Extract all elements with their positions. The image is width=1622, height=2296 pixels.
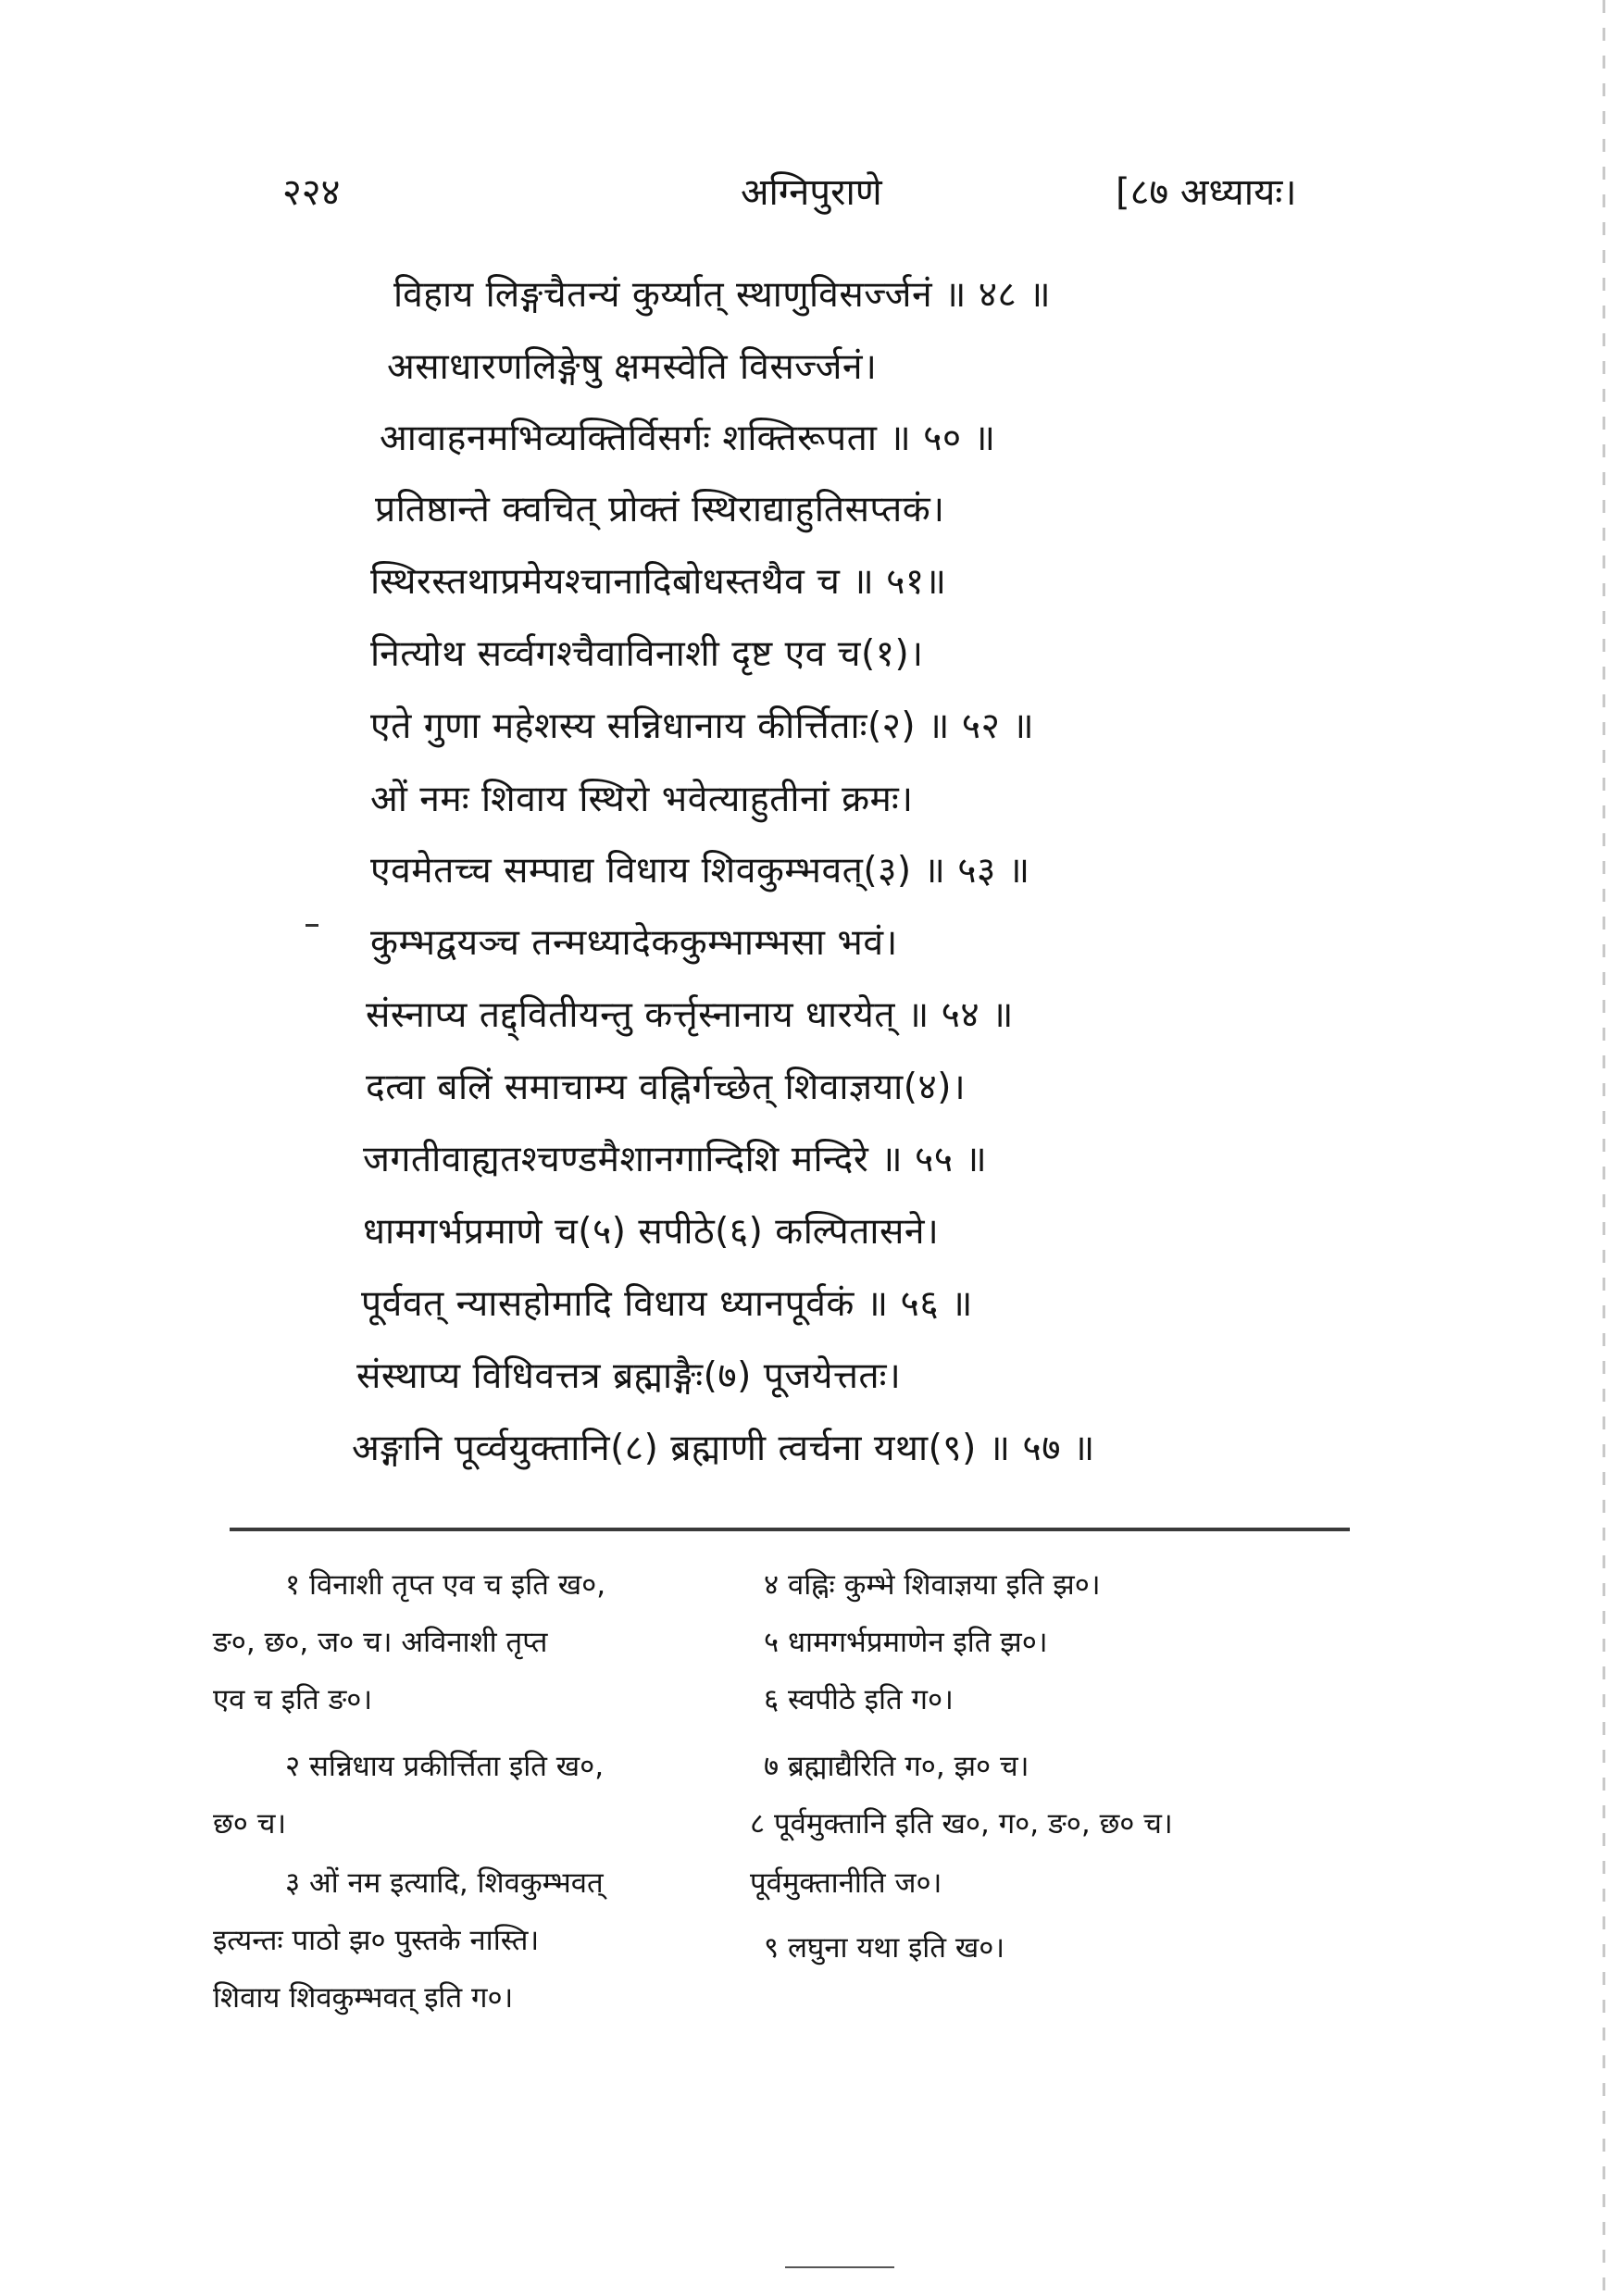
verse-line: विहाय लिङ्गचैतन्यं कुर्य्यात् स्थाणुविसर्ज्जनं ॥ ४८ ॥ bbox=[393, 274, 1052, 316]
verse-line: एवमेतच्च सम्पाद्य विधाय शिवकुम्भवत्(३) ॥ ५३ ॥ bbox=[370, 850, 1030, 892]
running-title: अग्निपुराणे bbox=[741, 171, 882, 214]
page-header bbox=[0, 165, 1622, 220]
verse-line: स्थिरस्तथाप्रमेयश्चानादिबोधस्तथैव च ॥ ५१॥ bbox=[370, 561, 947, 603]
footnote-divider bbox=[230, 1528, 1350, 1531]
verse-line: नित्योथ सर्व्वगश्चैवाविनाशी दृष्ट एव च(१)। bbox=[370, 633, 924, 675]
verse-line: जगतीवाह्यतश्चण्डमैशानगान्दिशि मन्दिरे ॥ ५५ ॥ bbox=[363, 1139, 988, 1180]
verse-line: ओं नमः शिवाय स्थिरो भवेत्याहुतीनां क्रमः। bbox=[370, 779, 914, 820]
footnote-line: ५ धामगर्भप्रमाणेन इति झ०। bbox=[764, 1626, 1048, 1659]
footnote-line: इत्यन्तः पाठो झ० पुस्तके नास्ति। bbox=[213, 1924, 540, 1957]
footnote-line: ४ वह्निः कुम्भे शिवाज्ञया इति झ०। bbox=[764, 1568, 1101, 1602]
verse-line: असाधारणलिङ्गेषु क्षमस्वेति विसर्ज्जनं। bbox=[387, 346, 878, 388]
verse-line: संस्थाप्य विधिवत्तत्र ब्रह्माङ्गैः(७) पूजयेत्ततः। bbox=[356, 1355, 902, 1397]
footnote-line: पूर्वमुक्तानीति ज०। bbox=[750, 1866, 942, 1900]
footnote-line: ९ लघुना यथा इति ख०। bbox=[764, 1931, 1005, 1965]
verse-line: धामगर्भप्रमाणे च(५) सपीठे(६) कल्पितासने। bbox=[363, 1211, 940, 1253]
verse-line: पूर्ववत् न्यासहोमादि विधाय ध्यानपूर्वकं ॥ ५६ ॥ bbox=[361, 1283, 973, 1325]
verse-line: प्रतिष्ठान्ते क्वचित् प्रोक्तं स्थिराद्याहुतिसप्तकं। bbox=[375, 489, 945, 530]
footnote-line: २ सन्निधाय प्रकीर्त्तिता इति ख०, bbox=[285, 1750, 605, 1783]
verse-line: दत्वा बलिं समाचाम्य वह्निर्गच्छेत् शिवाज्ञया(४)। bbox=[366, 1067, 967, 1108]
verse-line: संस्नाप्य तद्द्वितीयन्तु कर्त्तृस्नानाय धारयेत् ॥ ५४ ॥ bbox=[366, 994, 1014, 1036]
margin-mark bbox=[306, 924, 318, 927]
page-number: २२४ bbox=[282, 171, 341, 214]
footnote-line: १ विनाशी तृप्त एव च इति ख०, bbox=[285, 1568, 606, 1602]
footnote-line: ३ ओं नम इत्यादि, शिवकुम्भवत् bbox=[285, 1866, 604, 1900]
footnote-line: शिवाय शिवकुम्भवत् इति ग०। bbox=[213, 1981, 514, 2015]
chapter-label: [८७ अध्यायः। bbox=[1116, 171, 1297, 214]
verse-line: कुम्भद्वयञ्च तन्मध्यादेककुम्भाम्भसा भवं। bbox=[370, 922, 898, 964]
verse-line: एते गुणा महेशस्य सन्निधानाय कीर्त्तिताः(२) ॥ ५२ ॥ bbox=[370, 705, 1035, 747]
bottom-rule bbox=[785, 2266, 894, 2268]
footnote-line: छ० च। bbox=[213, 1807, 287, 1841]
verse-line: अङ्गानि पूर्व्वयुक्तानि(८) ब्रह्माणी त्वर्चना यथा(९) ॥ ५७ ॥ bbox=[352, 1428, 1095, 1469]
footnote-line: ८ पूर्वमुक्तानि इति ख०, ग०, ङ०, छ० च। bbox=[750, 1807, 1173, 1841]
verse-line: आवाहनमभिव्यक्तिर्विसर्गः शक्तिरूपता ॥ ५० ॥ bbox=[380, 418, 996, 459]
page-edge-shadow bbox=[1603, 0, 1605, 2296]
footnote-line: एव च इति ङ०। bbox=[213, 1683, 373, 1716]
footnote-line: ६ स्वपीठे इति ग०। bbox=[764, 1683, 954, 1716]
footnote-line: ङ०, छ०, ज० च। अविनाशी तृप्त bbox=[213, 1626, 548, 1659]
footnote-line: ७ ब्रह्माद्यैरिति ग०, झ० च। bbox=[764, 1750, 1029, 1783]
